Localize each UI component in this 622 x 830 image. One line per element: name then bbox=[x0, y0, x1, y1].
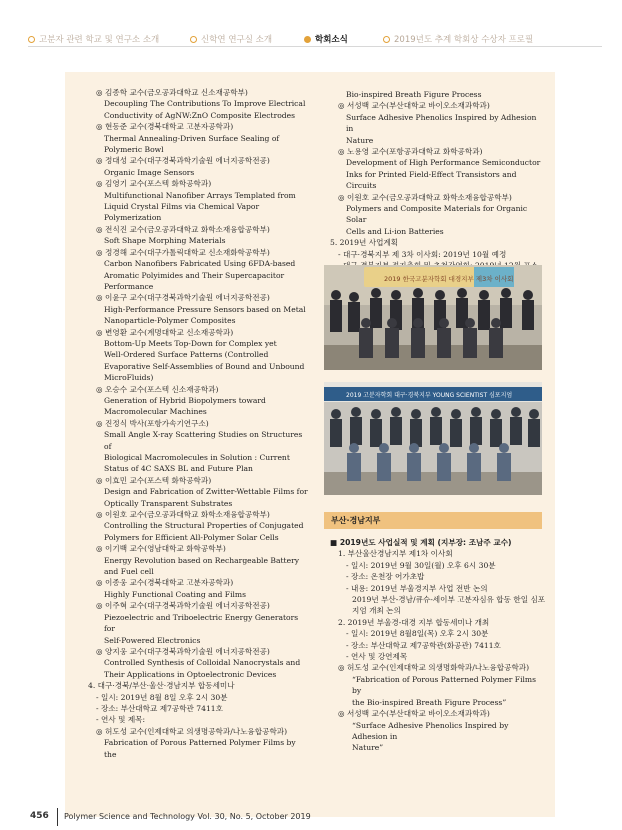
speaker-line: ◎ 허도성 교수(인제대학교 의생명공학과/나노융합공학과) bbox=[88, 726, 308, 737]
tab-society-news[interactable]: 학회소식 bbox=[304, 33, 348, 45]
speaker-line: ◎ 서성백 교수(부산대학교 바이오소재과학과) bbox=[330, 708, 546, 719]
text-line: Highly Functional Coating and Films bbox=[104, 589, 247, 599]
speaker-line: ◎ 정경해 교수(대구가톨릭대학교 신소재화학공학부) bbox=[88, 247, 308, 258]
speaker-line: ◎ 전식진 교수(금오공과대학교 화학소재융합공학부) bbox=[88, 224, 308, 235]
tab-bullet-icon bbox=[190, 36, 197, 43]
right-text-column-top bbox=[330, 89, 546, 283]
section-heading-line: ■ 2019년도 사업실적 및 계획 (지부장: 조남주 교수) bbox=[330, 537, 546, 548]
text-line: “Surface Adhesive Phenolics Inspired by Adhesion in bbox=[352, 720, 509, 741]
text-line: Their Applications in Optoelectronic Devices bbox=[104, 669, 277, 679]
text-line: 1. 부산울산경남지부 제1차 이사회 bbox=[338, 549, 453, 559]
tab-bullet-icon bbox=[28, 36, 35, 43]
text-line: Nanoparticle-Polymer Composites bbox=[104, 316, 236, 326]
text-line: Polymerization bbox=[104, 213, 162, 223]
text-line: MicroFluids) bbox=[104, 373, 154, 383]
text-line: Polymeric Bowl bbox=[104, 145, 164, 155]
text-line: - 일시: 2019년 8월8일(목) 오후 2시 30분 bbox=[346, 629, 489, 639]
text-line: the Bio-inspired Breath Figure Process” bbox=[352, 697, 507, 707]
text-line: Multifunctional Nanofiber Arrays Templated from bbox=[104, 190, 296, 200]
nav-divider bbox=[28, 46, 602, 47]
page-footer bbox=[28, 812, 588, 826]
text-line: Biological Macromolecules in Solution : Current bbox=[104, 453, 290, 462]
text-line: - 일시: 2019년 8월 8일 오후 2시 30분 bbox=[96, 692, 228, 702]
speaker-line: ◎ 오승수 교수(포스텍 신소재공학과) bbox=[88, 384, 308, 395]
text-line: Conductivity of AgNW:ZnO Composite Electrodes bbox=[104, 110, 296, 120]
text-line: Well-Ordered Surface Patterns (Controlled bbox=[104, 350, 269, 360]
speaker-line: ◎ 이효민 교수(포스텍 화학공학과) bbox=[88, 475, 308, 486]
text-line: Performance bbox=[104, 281, 154, 291]
speaker-line: ◎ 서성백 교수(부산대학교 바이오소재과학과) bbox=[330, 100, 546, 111]
top-nav-tabs bbox=[0, 0, 622, 45]
photo-banner-text: 2019 한국고분자학회 대경지부 제3차 이사회 bbox=[384, 275, 514, 283]
text-line: Liquid Crystal Films via Chemical Vapor bbox=[104, 202, 260, 212]
text-line: and Fuel cell bbox=[104, 567, 154, 577]
text-line: Surface Adhesive Phenolics Inspired by Adhesion in bbox=[346, 112, 537, 134]
text-line: 지엄 개최 논의 bbox=[352, 606, 401, 616]
text-line: Aromatic Polyimides and Their Supercapacitor bbox=[104, 270, 285, 280]
text-line: Small Angle X-ray Scattering Studies on Structures of bbox=[104, 430, 303, 451]
section-title: 부산·경남지부 bbox=[331, 516, 381, 525]
text-line: 4. 대구·경북/부산·울산·경남지부 합동세미나 bbox=[88, 681, 235, 691]
speaker-line: ◎ 이기백 교수(영남대학교 화학공학부) bbox=[88, 543, 308, 554]
photo-image bbox=[324, 382, 542, 495]
text-line: Fabrication of Porous Patterned Polymer Films by the bbox=[104, 738, 296, 759]
speaker-line: ◎ 이원호 교수(금오공과대학교 화학소재융합공학부) bbox=[330, 192, 546, 203]
left-text-column bbox=[88, 87, 308, 760]
speaker-line: ◎ 진정식 박사(포항가속기연구소) bbox=[88, 418, 308, 429]
text-line: 2. 2019년 부울경-대경 지부 합동세미나 개최 bbox=[338, 617, 490, 627]
text-line: - 일시: 2019년 9월 30일(월) 오후 6시 30분 bbox=[346, 560, 496, 570]
text-line: Optically Transparent Substrates bbox=[104, 498, 233, 508]
text-line: Self-Powered Electronics bbox=[104, 635, 201, 645]
text-line: Decoupling The Contributions To Improve Electrical bbox=[104, 99, 306, 109]
tab-award-profiles[interactable]: 2019년도 추계 학회상 수상자 프로필 bbox=[383, 33, 533, 45]
text-line: Carbon Nanofibers Fabricated Using 6FDA-based bbox=[104, 259, 296, 269]
photo-image bbox=[324, 265, 542, 370]
speaker-line: ◎ 양지웅 교수(대구경북과학기술원 에너지공학전공) bbox=[88, 646, 308, 657]
section-header-busan-gyeongnam bbox=[324, 512, 542, 529]
text-line: - 연사 및 제목: bbox=[96, 715, 146, 725]
text-line: “Fabrication of Porous Patterned Polymer Films by bbox=[352, 674, 537, 696]
text-line: Piezoelectric and Triboelectric Energy Generators for bbox=[104, 612, 299, 634]
tab-bullet-icon bbox=[383, 36, 390, 43]
text-line: Design and Fabrication of Zwitter-Wettable Films for bbox=[104, 487, 308, 497]
text-line: Evaporative Self-Assemblies of Bound and Unbound bbox=[104, 361, 305, 371]
text-line: Status of 4C SAXS BL and Future Plan bbox=[104, 464, 253, 474]
text-line: Controlling the Structural Properties of Conjugated bbox=[104, 521, 304, 531]
text-line: - 연사 및 강연제목 bbox=[346, 652, 408, 662]
text-line: Generation of Hybrid Biopolymers toward bbox=[104, 395, 266, 405]
tab-new-lab-intro[interactable]: 신학연 연구실 소개 bbox=[190, 33, 272, 45]
text-line: Thermal Annealing-Driven Surface Sealing of bbox=[104, 133, 280, 143]
text-line: 2019년 부산-경남/큐슈-세이부 고분자심유 합동 한일 심포 bbox=[352, 595, 546, 605]
text-line: Cells and Li-ion Batteries bbox=[346, 226, 444, 236]
right-text-column-bottom bbox=[330, 537, 546, 754]
photo-banner-text: 2019 고분자학회 대구·경북지부 YOUNG SCIENTIST 심포지엄 bbox=[346, 392, 513, 399]
text-line: Nature bbox=[346, 135, 374, 145]
text-line: Macromolecular Machines bbox=[104, 407, 207, 417]
speaker-line: ◎ 허도성 교수(인제대학교 의생명화학과/나노융합공학과) bbox=[330, 662, 546, 673]
group-photo-board-meeting bbox=[324, 265, 542, 370]
page-number: 456 bbox=[30, 811, 49, 821]
text-line: Soft Shape Morphing Materials bbox=[104, 236, 226, 246]
text-line: Bio-inspired Breath Figure Process bbox=[346, 90, 482, 99]
text-line: - 대구·경북지부 제 3차 이사회: 2019년 10월 예정 bbox=[338, 249, 507, 259]
footer-separator bbox=[57, 808, 58, 826]
text-line: Bottom-Up Meets Top-Down for Complex yet bbox=[104, 338, 277, 348]
text-line: Energy Revolution based on Rechargeable Battery bbox=[104, 555, 300, 565]
text-line: Nature” bbox=[352, 743, 384, 753]
text-line: Organic Image Sensors bbox=[104, 167, 195, 177]
speaker-line: ◎ 현동준 교수(경북대학교 고분자공학과) bbox=[88, 121, 308, 132]
speaker-line: ◎ 이원호 교수(금오공과대학교 화학소재융합공학부) bbox=[88, 509, 308, 520]
text-line: - 장소: 부산대학교 제7공학관 7411호 bbox=[96, 703, 223, 713]
text-line: Controlled Synthesis of Colloidal Nanocrystals and bbox=[104, 658, 301, 668]
tab-bullet-active-icon bbox=[304, 36, 311, 43]
speaker-line: ◎ 김종학 교수(금오공과대학교 신소재공학부) bbox=[88, 87, 308, 98]
text-line: Development of High Performance Semiconductor bbox=[346, 158, 541, 168]
journal-citation: Polymer Science and Technology Vol. 30, No. 5, October 2019 bbox=[64, 812, 311, 821]
speaker-line: ◎ 정대성 교수(대구경북과학기술원 에너지공학전공) bbox=[88, 155, 308, 166]
text-line: Polymers for Efficient All-Polymer Solar Cells bbox=[104, 532, 279, 542]
text-line: - 장소: 온천장 어가초밥 bbox=[346, 572, 425, 582]
text-line: High-Performance Pressure Sensors based on Metal bbox=[104, 304, 306, 314]
text-line: - 내용: 2019년 부울경지부 사업 전반 논의 bbox=[346, 583, 488, 593]
speaker-line: ◎ 김영기 교수(포스텍 화학공학과) bbox=[88, 178, 308, 189]
text-line: - 장소: 부산대학교 제7공학관(화공관) 7411호 bbox=[346, 640, 501, 650]
speaker-line: ◎ 변영환 교수(계명대학교 신소재공학과) bbox=[88, 327, 308, 338]
speaker-line: ◎ 이윤구 교수(대구경북과학기술원 에너지공학전공) bbox=[88, 292, 308, 303]
speaker-line: ◎ 노용영 교수(포항공과대학교 화학공학과) bbox=[330, 146, 546, 157]
group-photo-young-scientist-symposium bbox=[324, 382, 542, 495]
text-line: 5. 2019년 사업계획 bbox=[330, 238, 399, 248]
speaker-line: ◎ 이주혁 교수(대구경북과학기술원 에너지공학전공) bbox=[88, 600, 308, 611]
text-line: Inks for Printed Field-Effect Transistors and Circuits bbox=[346, 169, 517, 191]
tab-schools-institutes[interactable]: 고분자 관련 학교 및 연구소 소개 bbox=[28, 33, 159, 45]
text-line: Polymers and Composite Materials for Organic Solar bbox=[346, 204, 528, 225]
speaker-line: ◎ 이종웅 교수(경북대학교 고분자공학과) bbox=[88, 577, 308, 588]
